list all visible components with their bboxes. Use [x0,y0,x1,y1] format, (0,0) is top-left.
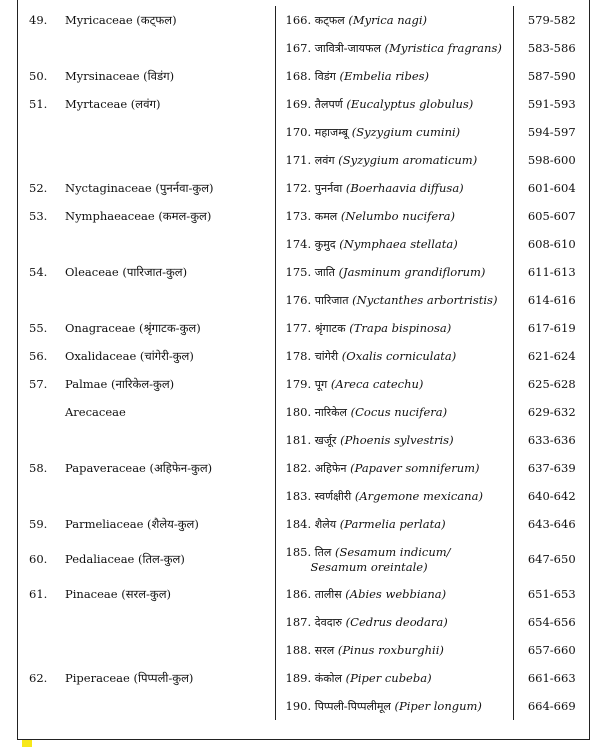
herb-latin-name-continued: Sesamum oreintale) [310,559,428,574]
table-row [17,426,590,454]
herb-latin-name: (Parmelia perlata) [339,516,446,531]
herb-latin-name: (Piper cubeba) [345,670,432,685]
herb-hindi-name: विडंग [314,69,336,83]
herb-latin-name: (Oxalis corniculata) [341,348,457,363]
herb-hindi-name: चांगेरी [314,349,339,363]
herb-latin-name: (Phoenis sylvestris) [340,432,454,447]
table-row [17,692,590,720]
page-range: 601-604 [527,181,576,195]
table-row [17,370,590,398]
herb-entry [275,202,513,230]
family-number: 52. [29,181,48,195]
family-name: Oxalidaceae (चांगेरी-कुल) [65,349,194,363]
page-range: 605-607 [527,209,576,223]
herb-hindi-name: शैलेय [314,517,337,531]
herb-number: 171. [285,152,312,167]
herb-number: 177. [285,320,312,335]
herb-latin-name: (Syzygium cumini) [351,124,461,139]
herb-latin-name: (Nyctanthes arbortristis) [352,292,498,307]
page-bottom-rule [17,739,590,740]
herb-hindi-name: अहिफेन [314,461,347,475]
family-name: Papaveraceae (अहिफेन-कुल) [65,461,213,475]
family-number: 51. [29,97,48,111]
family-name [63,608,275,636]
family-name [63,230,275,258]
table-row [17,118,590,146]
herb-entry [275,6,513,34]
herb-number: 183. [285,488,312,503]
page-range: 583-586 [527,41,576,55]
family-number: 53. [29,209,48,223]
herb-latin-name: (Myristica fragrans) [384,40,502,55]
herb-number: 182. [285,460,312,475]
table-row [17,398,590,426]
table-row [17,258,590,286]
page-range: 617-619 [527,321,576,335]
herb-entry [275,426,513,454]
herb-entry [275,608,513,636]
page-range: 664-669 [527,699,576,713]
family-number [17,118,63,146]
page-range: 654-656 [527,615,576,629]
table-row [17,342,590,370]
herb-latin-name: (Eucalyptus globulus) [346,96,474,111]
herb-number: 170. [285,124,312,139]
herb-latin-name: (Trapa bispinosa) [349,320,452,335]
herb-entry [275,342,513,370]
herb-entry [275,664,513,692]
herb-entry [275,580,513,608]
herb-hindi-name: तैलपर्ण [314,97,343,111]
herb-hindi-name: स्वर्णक्षीरी [314,489,352,503]
table-row [17,538,590,580]
page-range: 640-642 [527,489,576,503]
herb-entry [275,118,513,146]
family-name: Myrtaceae (लवंग) [65,97,161,111]
family-name: Onagraceae (श्रृंगाटक-कुल) [65,321,201,335]
herb-entry [275,398,513,426]
herb-entry [275,636,513,664]
highlight-marker [22,740,32,747]
herb-latin-name: (Pinus roxburghii) [337,642,444,657]
herb-hindi-name: कुमुद [314,237,336,251]
herb-hindi-name: पारिजात [314,293,349,307]
family-number [17,692,63,720]
page-range: 657-660 [527,643,576,657]
family-name: Arecaceae [65,405,126,419]
family-name: Pedaliaceae (तिल-कुल) [65,552,185,566]
page-range: 594-597 [527,125,576,139]
family-number [17,146,63,174]
herb-hindi-name: तालीस [314,587,342,601]
family-number: 59. [29,517,48,531]
herb-latin-name: (Cocus nucifera) [350,404,448,419]
family-name [63,636,275,664]
family-number: 60. [29,552,48,566]
family-number: 61. [29,587,48,601]
herb-entry [275,370,513,398]
herb-latin-name: (Argemone mexicana) [354,488,483,503]
table-row [17,230,590,258]
family-number [17,398,63,426]
herb-hindi-name: लवंग [314,153,335,167]
herb-entry [275,510,513,538]
family-name: Pinaceae (सरल-कुल) [65,587,172,601]
herb-latin-name: (Embelia ribes) [339,68,430,83]
herb-latin-name: (Areca catechu) [330,376,424,391]
table-row [17,146,590,174]
herb-hindi-name: तिल [314,545,332,559]
table-row [17,6,590,34]
page-range: 614-616 [527,293,576,307]
table-row [17,286,590,314]
table-row [17,202,590,230]
page-range: 621-624 [527,349,576,363]
family-name [63,118,275,146]
herb-number: 176. [285,292,312,307]
family-name [63,482,275,510]
family-name [63,146,275,174]
family-number: 55. [29,321,48,335]
family-number: 56. [29,349,48,363]
herb-number: 190. [285,698,312,713]
herb-number: 166. [285,12,312,27]
table-row [17,580,590,608]
herb-entry [275,90,513,118]
herb-hindi-name: कंकोल [314,671,342,685]
family-number: 54. [29,265,48,279]
herb-number: 187. [285,614,312,629]
page-range: 651-653 [527,587,576,601]
table-row [17,510,590,538]
page-range: 629-632 [527,405,576,419]
herb-entry [275,482,513,510]
herb-hindi-name: जाति [314,265,335,279]
table-row [17,454,590,482]
family-number [17,286,63,314]
family-name: Oleaceae (पारिजात-कुल) [65,265,188,279]
page-range: 611-613 [527,265,576,279]
family-herb-index-table [17,6,590,720]
family-name [63,692,275,720]
page-range: 637-639 [527,461,576,475]
herb-latin-name: (Boerhaavia diffusa) [345,180,464,195]
herb-latin-name: (Papaver somniferum) [350,460,480,475]
herb-latin-name: (Abies webbiana) [345,586,447,601]
herb-entry [275,174,513,202]
family-name: Piperaceae (पिप्पली-कुल) [65,671,194,685]
family-name [63,34,275,62]
family-name [63,426,275,454]
herb-entry [275,146,513,174]
herb-hindi-name: श्रृंगाटक [314,321,346,335]
herb-entry [275,34,513,62]
family-number [17,608,63,636]
table-row [17,174,590,202]
herb-latin-name: (Sesamum indicum/ [335,544,451,559]
herb-entry [275,286,513,314]
herb-number: 175. [285,264,312,279]
table-row [17,664,590,692]
herb-number: 167. [285,40,312,55]
family-name: Nyctaginaceae (पुनर्नवा-कुल) [65,181,214,195]
family-name: Myrsinaceae (विडंग) [65,69,175,83]
herb-hindi-name: नारिकेल [314,405,347,419]
herb-hindi-name: पिप्पली-पिप्पलीमूल [314,699,391,713]
herb-number: 185. [285,544,312,559]
family-name: Myricaceae (कट्फल) [65,13,177,27]
page-range: 647-650 [527,552,576,566]
herb-hindi-name: खर्जूर [314,433,337,447]
family-number: 49. [29,13,48,27]
page-range: 625-628 [527,377,576,391]
herb-entry [275,258,513,286]
family-number [17,230,63,258]
page-range: 598-600 [527,153,576,167]
family-number [17,34,63,62]
herb-number: 179. [285,376,312,391]
family-name: Parmeliaceae (शैलेय-कुल) [65,517,199,531]
family-number [17,426,63,454]
herb-number: 181. [285,432,312,447]
table-row [17,482,590,510]
page-range: 633-636 [527,433,576,447]
family-number [17,482,63,510]
herb-entry [275,692,513,720]
table-row [17,314,590,342]
herb-number: 172. [285,180,312,195]
herb-number: 188. [285,642,312,657]
herb-number: 189. [285,670,312,685]
herb-latin-name: (Nelumbo nucifera) [340,208,456,223]
page-range: 591-593 [527,97,576,111]
herb-hindi-name: सरल [314,643,335,657]
herb-hindi-name: देवदारु [314,615,342,629]
herb-entry [275,454,513,482]
herb-hindi-name: पुनर्नवा [314,181,343,195]
herb-number: 173. [285,208,312,223]
herb-number: 180. [285,404,312,419]
herb-latin-name: (Piper longum) [394,698,482,713]
herb-number: 184. [285,516,312,531]
page-range: 661-663 [527,671,576,685]
herb-number: 178. [285,348,312,363]
table-row [17,636,590,664]
table-row [17,90,590,118]
herb-entry [275,538,513,580]
herb-latin-name: (Jasminum grandiflorum) [338,264,486,279]
family-number [17,636,63,664]
page-range: 643-646 [527,517,576,531]
family-number: 58. [29,461,48,475]
family-name: Palmae (नारिकेल-कुल) [65,377,175,391]
family-number: 62. [29,671,48,685]
herb-hindi-name: महाजम्बू [314,125,349,139]
family-name [63,286,275,314]
herb-hindi-name: पूग [314,377,328,391]
herb-entry [275,62,513,90]
herb-latin-name: (Myrica nagi) [348,12,428,27]
page-range: 608-610 [527,237,576,251]
family-number: 50. [29,69,48,83]
herb-hindi-name: जावित्री-जायफल [314,41,381,55]
family-name: Nymphaeaceae (कमल-कुल) [65,209,212,223]
herb-latin-name: (Syzygium aromaticum) [338,152,478,167]
herb-number: 168. [285,68,312,83]
herb-latin-name: (Cedrus deodara) [345,614,448,629]
herb-number: 186. [285,586,312,601]
herb-hindi-name: कमल [314,209,338,223]
herb-entry-line-1 [286,545,513,560]
herb-number: 174. [285,236,312,251]
herb-entry [275,314,513,342]
herb-latin-name: (Nymphaea stellata) [339,236,458,251]
table-row [17,62,590,90]
herb-number: 169. [285,96,312,111]
page-range: 587-590 [527,69,576,83]
page-range: 579-582 [527,13,576,27]
herb-hindi-name: कट्फल [314,13,345,27]
table-row [17,608,590,636]
family-number: 57. [29,377,48,391]
table-row [17,34,590,62]
herb-entry [275,230,513,258]
